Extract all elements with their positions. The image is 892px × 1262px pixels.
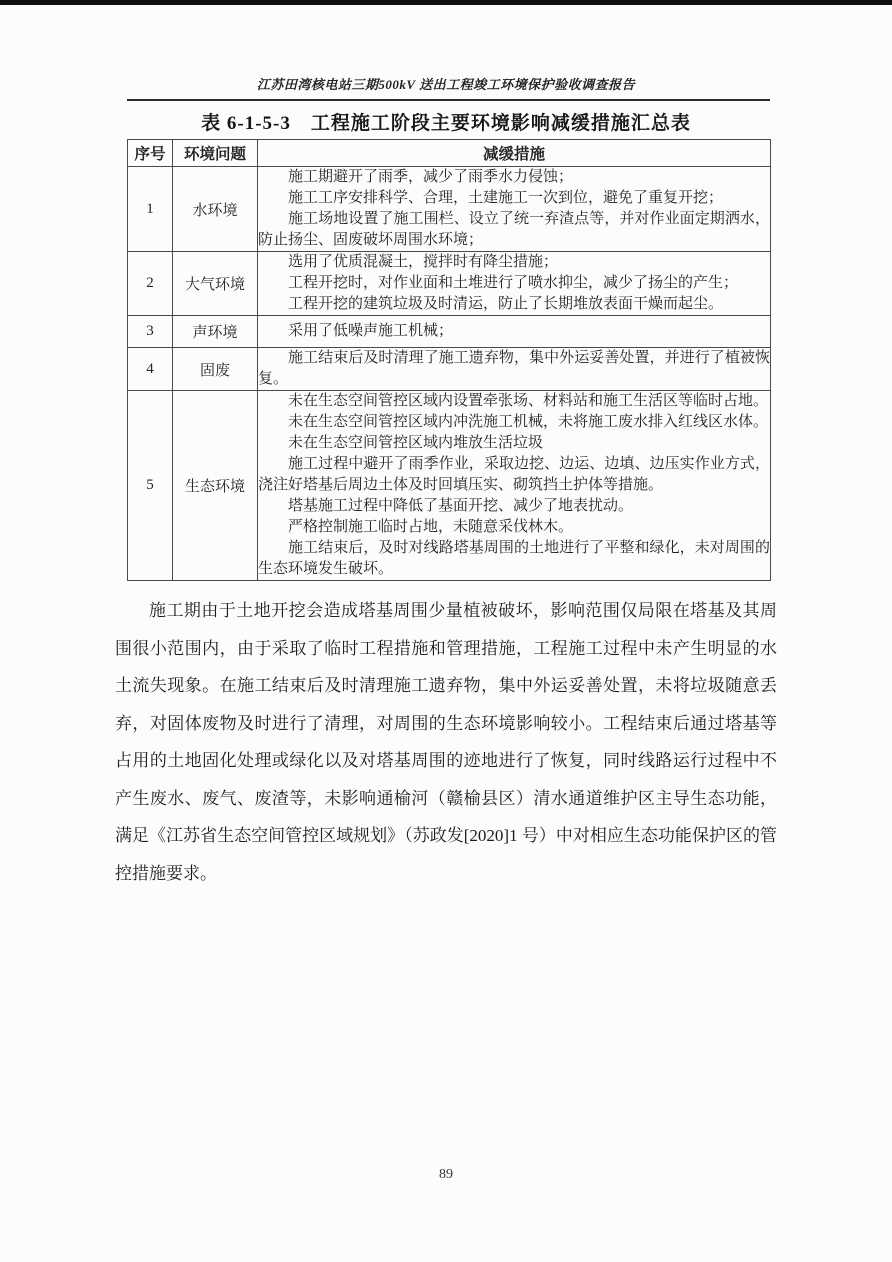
environment-issue: 生态环境 [173, 391, 258, 581]
measure-paragraph: 工程开挖的建筑垃圾及时清运，防止了长期堆放表面干燥而起尘。 [288, 296, 724, 312]
measure-paragraph: 施工结束后及时清理了施工遗弃物，集中外运妥善处置，并进行了植被恢复。 [258, 350, 770, 387]
measure-paragraph: 施工场地设置了施工围栏、设立了统一弃渣点等，并对作业面定期洒水，防止扬尘、固废破坏周围水环境； [258, 211, 770, 248]
table-title: 表 6-1-5-3 工程施工阶段主要环境影响减缓措施汇总表 [201, 113, 691, 134]
measure-paragraph: 施工过程中避开了雨季作业，采取边挖、边运、边填、边压实作业方式，浇注好塔基后周边土体及时回填压实、砌筑挡土护体等措施。 [258, 456, 770, 493]
measure-paragraph: 未在生态空间管控区域内冲洗施工机械，未将施工废水排入红线区水体。 [288, 414, 769, 430]
header-rule [127, 99, 770, 101]
environment-issue: 水环境 [173, 167, 258, 252]
running-header: 江苏田湾核电站三期500kV 送出工程竣工环境保护验收调查报告 [256, 77, 636, 92]
measures-cell [258, 348, 771, 391]
row-number: 5 [128, 391, 173, 581]
measure-paragraph: 施工期避开了雨季，减少了雨季水力侵蚀； [288, 169, 574, 185]
body-paragraph: 施工期由于土地开挖会造成塔基周围少量植被破坏，影响范围仅局限在塔基及其周围很小范围内，由于采取了临时工程措施和管理措施，工程施工过程中未产生明显的水土流失现象。在施工结束后及时清理施工遗弃物，集中外运妥善处置，未将垃圾随意丢弃，对固体废物及时进行了清理，对周围的生态环境影响较小。工程结束后通过塔基等占用的土地固化处理或绿化以及对塔基周围的迹地进行了恢复，同时线路运行过程中不产生废水、废气、废渣等，未影响通榆河（赣榆县区）清水通道维护区主导生态功能，满足《江苏省生态空间管控区域规划》（苏政发[2020]1 号）中对相应生态功能保护区的管控措施要求。 [115, 601, 777, 883]
measure-paragraph: 严格控制施工临时占地，未随意采伐林木。 [288, 519, 574, 535]
measure-paragraph: 塔基施工过程中降低了基面开挖、减少了地表扰动。 [288, 498, 634, 514]
scan-edge-bar [0, 0, 892, 5]
measures-cell [258, 167, 771, 252]
table-header-row [128, 140, 771, 167]
table-row [128, 167, 771, 252]
column-header-no: 序号 [128, 140, 173, 167]
page-number: 89 [439, 1167, 453, 1182]
column-header-issue: 环境问题 [173, 140, 258, 167]
measure-paragraph: 选用了优质混凝土，搅拌时有降尘措施； [288, 254, 559, 270]
measure-paragraph: 未在生态空间管控区域内设置牵张场、材料站和施工生活区等临时占地。 [288, 393, 769, 409]
measure-paragraph: 施工工序安排科学、合理，土建施工一次到位，避免了重复开挖； [288, 190, 724, 206]
row-number: 3 [128, 316, 173, 348]
column-header-measures: 减缓措施 [258, 140, 771, 167]
measure-paragraph: 采用了低噪声施工机械； [288, 323, 454, 339]
table-row [128, 252, 771, 316]
measures-cell [258, 391, 771, 581]
measure-paragraph: 施工结束后，及时对线路塔基周围的土地进行了平整和绿化，未对周围的生态环境发生破坏。 [258, 540, 770, 577]
environment-issue: 大气环境 [173, 252, 258, 316]
measures-cell [258, 252, 771, 316]
row-number: 1 [128, 167, 173, 252]
table-row [128, 391, 771, 581]
environment-issue: 固废 [173, 348, 258, 391]
row-number: 2 [128, 252, 173, 316]
row-number: 4 [128, 348, 173, 391]
table-row [128, 348, 771, 391]
environment-issue: 声环境 [173, 316, 258, 348]
measures-cell [258, 316, 771, 348]
measure-paragraph: 工程开挖时，对作业面和土堆进行了喷水抑尘，减少了扬尘的产生； [288, 275, 739, 291]
measures-table [127, 139, 771, 581]
measure-paragraph: 未在生态空间管控区域内堆放生活垃圾 [288, 435, 544, 451]
table-row [128, 316, 771, 348]
